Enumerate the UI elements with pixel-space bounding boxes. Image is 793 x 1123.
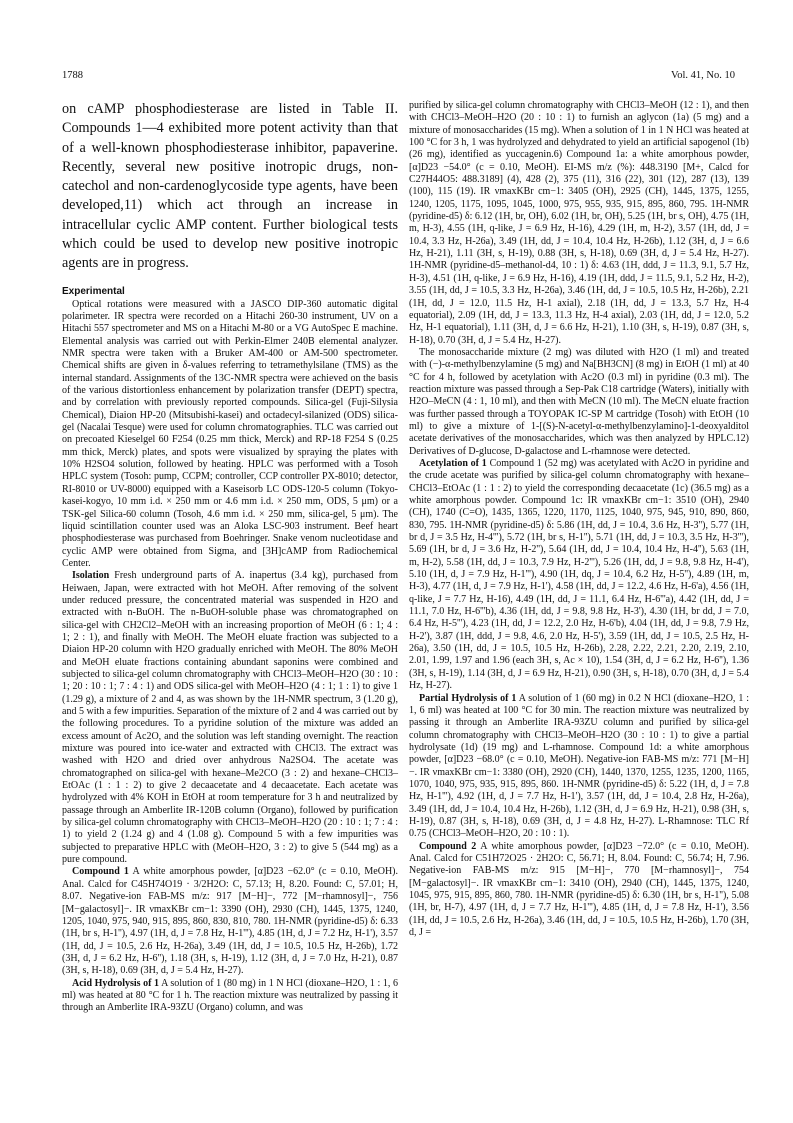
- right-column: [409, 100, 749, 939]
- compound1-heading: Compound 1: [72, 866, 129, 878]
- experimental-paragraph: Optical rotations were measured with a JASCO DIP-360 automatic digital polarimeter. IR spectra were recorded on a Hitachi 260-30 instrument, UV on a Hitachi 557 spectrometer and MS on a Hitachi M-80 or a VG AutoSpec E machine. Elemental analysis was carried out with Perkin-Elmer 240B elemental analyzer. NMR spectra were taken with a Bruker AM-400 or AM-500 spectrometer. Chemical shifts are given in δ-values referring to tetramethylsilane (TMS) as the internal standard. Assignments of the 13C-NMR spectra were achieved on the basis of the various distortionless enhancement by polarization transfer (DEPT) spectra, and by correlation with previously reported compounds. Silica-gel (Fuji-Silysia Chemical), Diaion HP-20 (Mitsubishi-kasei) and octadecyl-silanized (ODS) silica-gel (Nacalai Tesque) were used for column chromatographies. TLC was carried out on precoated Kieselgel 60 F254 (0.25 mm thick, Merck) and RP-18 F254 S (0.25 mm thick, Merck) plates, and spots were visualized by spraying the plates with 10% H2SO4 solution, followed by heating. HPLC was performed with a Tosoh HPLC system (Tosoh: pump, CCPM; controller, CCP controller PX-8010; detector, RI-8010 or UV-8000) equipped with a Kaseisorb LC ODS-120-5 column (Tokyo-kasei-kogyo, 10 mm i.d. × 250 mm or 4.6 mm i.d. × 250 mm, ODS, 5 μm) or a TSK-gel Silica-60 column (Tosoh, 4.6 mm i.d. × 250 mm, silica-gel, 5 μm). The liquid scintillation counter used was an Aloka LSC-903 instrument. Beef heart phosphodiesterase was purchased from Boehringer. Snake venom nucleotidase and cyclic AMP were obtained from Sigma, and [3H]cAMP from Radiochemical Center.: [62, 298, 398, 569]
- compound2-heading: Compound 2: [419, 840, 477, 852]
- acetylation-paragraph: [409, 458, 749, 693]
- compound2-paragraph: [409, 841, 749, 940]
- acid-hydrolysis-paragraph: [62, 978, 398, 1015]
- isolation-paragraph: [62, 570, 398, 866]
- partial-hydrolysis-text: A solution of 1 (60 mg) in 0.2 N HCl (dioxane–H2O, 1 : 1, 6 ml) was heated at 100 °C for 30 min. The reaction mixture was neutralized by passing it through an Amberlite IRA-93ZU column and purified by silica-gel column chromatography with CHCl3–MeOH–H2O (30 : 10 : 1) to give a partial hydrolysate (1d) (19 mg) and L-rhamnose. Compound 1d: a white amorphous powder, [α]D23 −68.0° (c = 0.10, MeOH). Negative-ion FAB-MS m/z: 771 [M−H]−. IR νmaxKBr cm−1: 3380 (OH), 2920 (CH), 1440, 1370, 1255, 1235, 1200, 1165, 1070, 1040, 975, 935, 915, 895, 860. 1H-NMR (pyridine-d5) δ: 5.22 (1H, d, J = 7.8 Hz, H-1'''), 4.92 (1H, d, J = 7.7 Hz, H-1'), 3.57 (1H, dd, J = 10.4, 2.8 Hz, H-26a), 3.49 (1H, dd, J = 10.4, 10.4 Hz, H-26b), 1.12 (3H, d, J = 6.9 Hz, H-21), 0.98 (3H, s, H-19), 0.87 (3H, s, H-18), 0.69 (3H, d, J = 4.8 Hz, H-27). L-Rhamnose: TLC Rf 0.75 (CHCl3–MeOH–H2O, 20 : 10 : 1).: [409, 692, 749, 840]
- page-number: 1788: [62, 70, 83, 81]
- left-column: [62, 100, 398, 1015]
- acetylation-text: Compound 1 (52 mg) was acetylated with Ac2O in pyridine and the crude acetate was purified by silica-gel column chromatography with hexane–CHCl3–EtOAc (1 : 1 : 2) to yield the corresponding decaacetate (1c) (36.5 mg) as a white amorphous powder. Compound 1c: IR νmaxKBr cm−1: 3510 (OH), 2940 (CH), 1740 (C=O), 1435, 1365, 1220, 1170, 1125, 1040, 975, 945, 910, 890, 860, 830, 795. 1H-NMR (pyridine-d5) δ: 5.86 (1H, dd, J = 10.4, 3.6 Hz, H-3''), 5.77 (1H, br d, J = 3.5 Hz, H-4'''), 5.72 (1H, br s, H-1''), 5.71 (1H, dd, J = 10.3, 3.5 Hz, H-3'''), 5.69 (1H, br d, J = 3.6 Hz, H-2''), 5.64 (1H, dd, J = 10.4, 10.4 Hz, H-4''), 5.63 (1H, m, H-2), 5.58 (1H, dd, J = 10.3, 7.9 Hz, H-2'''), 5.26 (1H, dd, J = 9.8, 9.8 Hz, H-4'), 5.10 (1H, d, J = 7.9 Hz, H-1'''), 4.90 (1H, dq, J = 10.4, 6.2 Hz, H-5''), 4.89 (1H, m, H-3), 4.77 (1H, d, J = 7.9 Hz, H-1'), 4.58 (1H, dd, J = 12.2, 4.6 Hz, H-6'a), 4.56 (1H, q-like, J = 7.7 Hz, H-16), 4.49 (1H, dd, J = 11.1, 6.4 Hz, H-6'''a), 4.42 (1H, dd, J = 11.1, 7.0 Hz, H-6'''b), 4.36 (1H, dd, J = 9.8, 9.8 Hz, H-3'), 4.30 (1H, br dd, J = 7.0, 6.4 Hz, H-5'''), 4.23 (1H, dd, J = 12.2, 2.0 Hz, H-6'b), 4.04 (1H, dd, J = 9.8, 7.9 Hz, H-2'), 3.87 (1H, ddd, J = 9.8, 4.6, 2.0 Hz, H-5'), 3.59 (1H, dd, J = 10.5, 2.5 Hz, H-26a), 3.50 (1H, dd, J = 10.5, 10.5 Hz, H-26b), 2.28, 2.22, 2.21, 2.20, 2.19, 2.10, 2.01, 1.99, 1.97 and 1.96 (each 3H, s, Ac × 10), 1.54 (3H, d, J = 6.2 Hz, H-6''), 1.36 (3H, s, H-19), 1.14 (3H, d, J = 6.9 Hz, H-21), 0.90 (3H, s, H-18), 0.70 (3H, d, J = 5.4 Hz, H-27).: [409, 457, 749, 692]
- experimental-heading: Experimental: [62, 285, 125, 297]
- acid-hydrolysis-text: A solution of 1 (80 mg) in 1 N HCl (dioxane–H2O, 1 : 1, 6 ml) was heated at 80 °C for 1 h. The reaction mixture was neutralized by passing it through an Amberlite IRA-93ZU (Organo) column, and was: [62, 977, 398, 1014]
- partial-hydrolysis-paragraph: [409, 693, 749, 841]
- isolation-text: Fresh underground parts of A. inapertus (3.4 kg), purchased from Heiwaen, Japan, were extracted with hot MeOH. After removing of the solvent under reduced pressure, the concentrated material was suspended in H2O and extracted with n-BuOH. The n-BuOH-soluble phase was chromatographed on silica-gel with CH2Cl2–MeOH with an increasing proportion of MeOH (6 : 1; 4 : 1; 2 : 1), and finally with MeOH. The MeOH eluate fraction was subjected to a Diaion HP-20 column with H2O gradually enriched with MeOH. The 80% MeOH and MeOH eluate fractions containing abundant saponins were combined and subjected to silica-gel column chromatography with CHCl3–MeOH–H2O (30 : 10 : 1; 20 : 10 : 1; 7 : 4 : 1) and ODS silica-gel with MeOH–H2O (4 : 1; 1 : 1) to give 1 (1.29 g), a mixture of 2 and 4, as was shown by the 1H-NMR spectrum, 3 (1.20 g), and 5 with a few impurities. Separation of the mixture of 2 and 4 was carried out by the following procedures. To a pyridine solution of the mixture was added an excess amount of Ac2O, and the solution was left standing overnight. The reaction mixture was poured into ice-water and extracted with CHCl3. The extract was washed with H2O and dried over anhydrous Na2SO4. The acetate was chromatographed on silica-gel with hexane–Me2CO (3 : 2) and hexane–CHCl3–EtOAc (1 : 1 : 2) to give 2 decaacetate and 4 decaacetate. Each acetate was hydrolyzed with 4% KOH in EtOH at room temperature for 3 h and neutralized by passage through an Amberlite IR-120B column (Organo), followed by purification by silica-gel column chromatography with CHCl3–MeOH–H2O (20 : 10 : 1; 7 : 4 : 1) to yield 2 (1.24 g) and 4 (1.08 g). Compound 5 with a few impurities was subjected to preparative HPLC with (MeOH–H2O, 3 : 2) to give 5 (544 mg) as a pure compound.: [62, 570, 399, 866]
- intro-paragraph: on cAMP phosphodiesterase are listed in Table II. Compounds 1—4 exhibited more potent activity than that of a well-known phosphodiesterase inhibitor, papaverine. Recently, several new positive inotropic drugs, non-catechol and non-cardenoglycoside type agents, have been developed,11) which act through an increase in intracellular cyclic AMP content. Further biological tests which could be used to develop new positive inotropic agents are in progress.: [62, 101, 398, 272]
- acetylation-heading: Acetylation of 1: [419, 457, 487, 469]
- page-header: [62, 70, 735, 86]
- monosaccharide-paragraph: The monosaccharide mixture (2 mg) was diluted with H2O (1 ml) and treated with (−)-α-methylbenzylamine (5 mg) and Na[BH3CN] (8 mg) in EtOH (1 ml) at 40 °C for 4 h, followed by acetylation with Ac2O (0.3 ml) in pyridine (0.3 ml). The reaction mixture was passed through a Sep-Pak C18 cartridge (Waters), initially with H2O–MeCN (4 : 1, 10 ml), and then with MeCN (10 ml). The MeCN eluate fraction was further passed through a TOYOPAK IC-SP M cartridge (Tosoh) with EtOH (10 ml) to give a mixture of 1-[(S)-N-acetyl-α-methylbenzylamino]-1-deoxyalditol acetate derivatives of the monosaccharides, which was then analyzed by HPLC.12) Derivatives of D-glucose, D-galactose and L-rhamnose were detected.: [409, 346, 749, 457]
- isolation-heading: Isolation: [72, 570, 110, 582]
- continued-paragraph: purified by silica-gel column chromatography with CHCl3–MeOH (12 : 1), and then with CHCl3–MeOH–H2O (20 : 10 : 1) to furnish an aglycon (1a) (5 mg) and a mixture of monosaccharides (15 mg). When a solution of 1 in 1 N HCl was heated at 100 °C for 3 h, 1 was hydrolyzed and dehydrated to yield an artificial sapogenol (1b) (26 mg), identified as yuccagenin.6) Compound 1a: a white amorphous powder, [α]D23 −54.0° (c = 0.10, MeOH). EI-MS m/z (%): 448.3190 [M+, Calcd for C27H44O5: 488.3189] (4), 428 (2), 375 (11), 316 (22), 301 (12), 287 (13), 139 (100), 115 (19). IR νmaxKBr cm−1: 3405 (OH), 2925 (CH), 1445, 1375, 1255, 1240, 1205, 1175, 1095, 1045, 1000, 975, 955, 935, 915, 895, 860, 795. 1H-NMR (pyridine-d5) δ: 6.12 (1H, br, OH), 6.02 (1H, br, OH), 5.25 (1H, br s, OH), 4.75 (1H, m, H-3), 4.55 (1H, q-like, J = 6.9 Hz, H-16), 4.29 (1H, m, H-2), 3.57 (1H, dd, J = 10.4, 3.3 Hz, H-26a), 3.49 (1H, dd, J = 10.4, 10.4 Hz, H-26b), 1.12 (3H, d, J = 6.6 Hz, H-21), 1.11 (3H, s, H-19), 0.88 (3H, s, H-18), 0.69 (3H, d, J = 5.4 Hz, H-27). 1H-NMR (pyridine-d5–methanol-d4, 10 : 1) δ: 4.63 (1H, ddd, J = 11.3, 9.1, 5.7 Hz, H-3), 4.51 (1H, q-like, J = 6.9 Hz, H-16), 4.19 (1H, ddd, J = 11.5, 9.1, 5.2 Hz, H-2), 3.55 (1H, dd, J = 10.5, 3.3 Hz, H-26a), 3.46 (1H, dd, J = 10.5, 10.5 Hz, H-26b), 2.21 (1H, dd, J = 12.0, 11.5 Hz, H-1 axial), 2.18 (1H, dd, J = 13.3, 5.7 Hz, H-4 equatorial), 2.09 (1H, dd, J = 13.3, 11.3 Hz, H-4 axial), 2.03 (1H, dd, J = 12.0, 5.2 Hz, H-1 equatorial), 1.11 (3H, d, J = 6.6 Hz, H-21), 1.10 (3H, s, H-19), 0.87 (3H, s, H-18), 0.70 (3H, d, J = 5.4 Hz, H-27).: [409, 100, 750, 346]
- volume-issue: Vol. 41, No. 10: [671, 70, 735, 81]
- acid-hydrolysis-heading: Acid Hydrolysis of 1: [72, 977, 160, 989]
- compound1-text: A white amorphous powder, [α]D23 −62.0° (c = 0.10, MeOH). Anal. Calcd for C45H74O19 · 3/2H2O: C, 57.13; H, 8.20. Found: C, 57.01; H, 8.07. Negative-ion FAB-MS m/z: 917 [M−H]−, 772 [M−rhamnosyl]−, 756 [M−galactosyl]−. IR νmaxKBr cm−1: 3390 (OH), 2930 (CH), 1445, 1375, 1240, 1205, 1040, 975, 940, 915, 895, 860, 830, 810, 780. 1H-NMR (pyridine-d5) δ: 6.33 (1H, br s, H-1''), 4.97 (1H, d, J = 7.8 Hz, H-1'''), 4.85 (1H, d, J = 7.2 Hz, H-1'), 3.57 (1H, dd, J = 10.5, 2.6 Hz, H-26a), 3.49 (1H, dd, J = 10.5, 10.5 Hz, H-26b), 1.72 (3H, d, J = 6.2 Hz, H-6''), 1.18 (3H, s, H-19), 1.12 (3H, d, J = 7.0 Hz, H-21), 0.87 (3H, s, H-18), 0.69 (3H, d, J = 5.4 Hz, H-27).: [62, 866, 398, 977]
- compound1-paragraph: [62, 866, 398, 977]
- partial-hydrolysis-heading: Partial Hydrolysis of 1: [419, 692, 517, 704]
- compound2-text: A white amorphous powder, [α]D23 −72.0° (c = 0.10, MeOH). Anal. Calcd for C51H72O25 · 2H2O: C, 56.71; H, 8.04. Found: C, 56.74; H, 7.96. Negative-ion FAB-MS m/z: 915 [M−H]−, 770 [M−rhamnosyl]−, 754 [M−galactosyl]−. IR νmaxKBr cm−1: 3410 (OH), 2940 (CH), 1445, 1375, 1240, 1045, 975, 915, 895, 860, 780. 1H-NMR (pyridine-d5) δ: 6.30 (1H, br s, H-1''), 5.08 (1H, br, H-7), 4.97 (1H, d, J = 7.7 Hz, H-1'''), 4.85 (1H, d, J = 7.8 Hz, H-1'), 3.56 (1H, dd, J = 10.5, 2.6 Hz, H-26a), 3.46 (1H, dd, J = 10.5, 10.5 Hz, H-26b), 1.70 (3H, d, J =: [409, 840, 750, 939]
